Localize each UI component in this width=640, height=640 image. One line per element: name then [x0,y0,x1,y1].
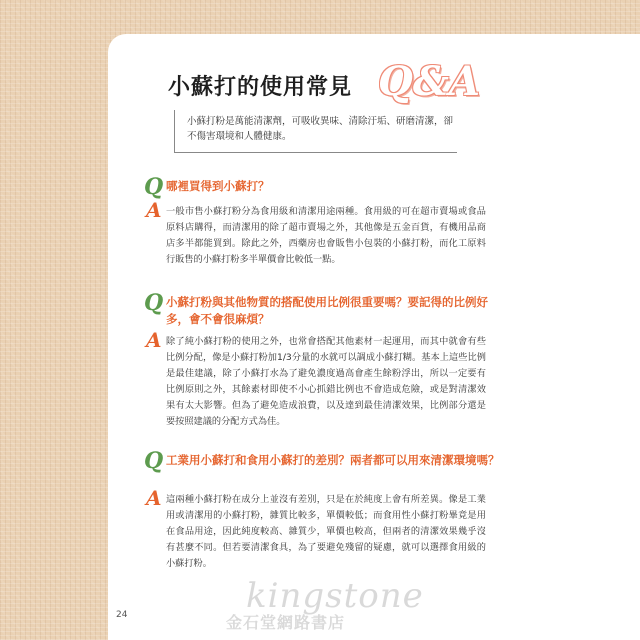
page-title: 小蘇打的使用常見 [168,75,353,100]
watermark-logo: kingstone [246,576,424,616]
q-icon: Q [144,290,164,316]
answer-text: 這兩種小蘇打粉在成分上並沒有差別，只是在於純度上會有所差異。像是工業用或清潔用的小蘇打粉，雜質比較多，單價較低；而食用性小蘇打粉畢竟是用在食品用途，因此純度較高、雜質少，單價也較高，但兩者的清潔效果幾乎沒有甚麼不同。但若要清潔食具，為了要避免殘留的疑慮，就可以選擇食用級的小蘇打粉。 [166,494,486,569]
page-number: 24 [116,610,128,620]
a-icon: A [146,328,162,352]
q-icon: Q [144,174,164,200]
answer-text: 除了純小蘇打粉的使用之外，也常會搭配其他素材一起運用，而其中就會有些比例分配，像是小蘇打粉加1/3分量的水就可以調成小蘇打糊。基本上這些比例是最佳建議，除了小蘇打水為了避免濃度過高會產生餘粉浮出，所以一定要有比例原則之外，其餘素材即使不小心抓錯比例也不會造成危險，或是對清潔效果有太大影響。但為了避免造成浪費，以及達到最佳清潔效果，比例部分還是要按照建議的分配方式為佳。 [166,336,486,427]
q-icon: Q [144,448,164,474]
qa-item [144,174,614,288]
a-icon: A [146,198,162,222]
question-text: 工業用小蘇打和食用小蘇打的差別？兩者都可以用來清潔環境嗎？ [166,453,500,467]
question-text: 哪裡買得到小蘇打？ [166,179,270,193]
page-card [108,34,640,640]
answer-text: 一般市售小蘇打粉分為食用級和清潔用途兩種。食用級的可在超市賣場或食品原料店購得，而清潔用的除了超市賣場之外，其他像是五金百貨，有機用品商店多半都能買到。除此之外，西藥房也會販售小包裝的小蘇打粉，而化工原料行販售的小蘇打粉多半單價會比較低一點。 [166,206,486,265]
intro-paragraph: 小蘇打粉是萬能清潔劑，可吸收異味、清除汙垢、研磨清潔，卻不傷害環境和人體健康。 [174,110,457,153]
watermark-store-name: 金石堂網路書店 [226,613,346,632]
qa-item [144,290,614,464]
qa-title-mark: Q&A [378,58,480,105]
a-icon: A [146,486,162,510]
question-text: 小蘇打粉與其他物質的搭配使用比例很重要嗎？要記得的比例好多，會不會很麻煩？ [166,295,488,326]
